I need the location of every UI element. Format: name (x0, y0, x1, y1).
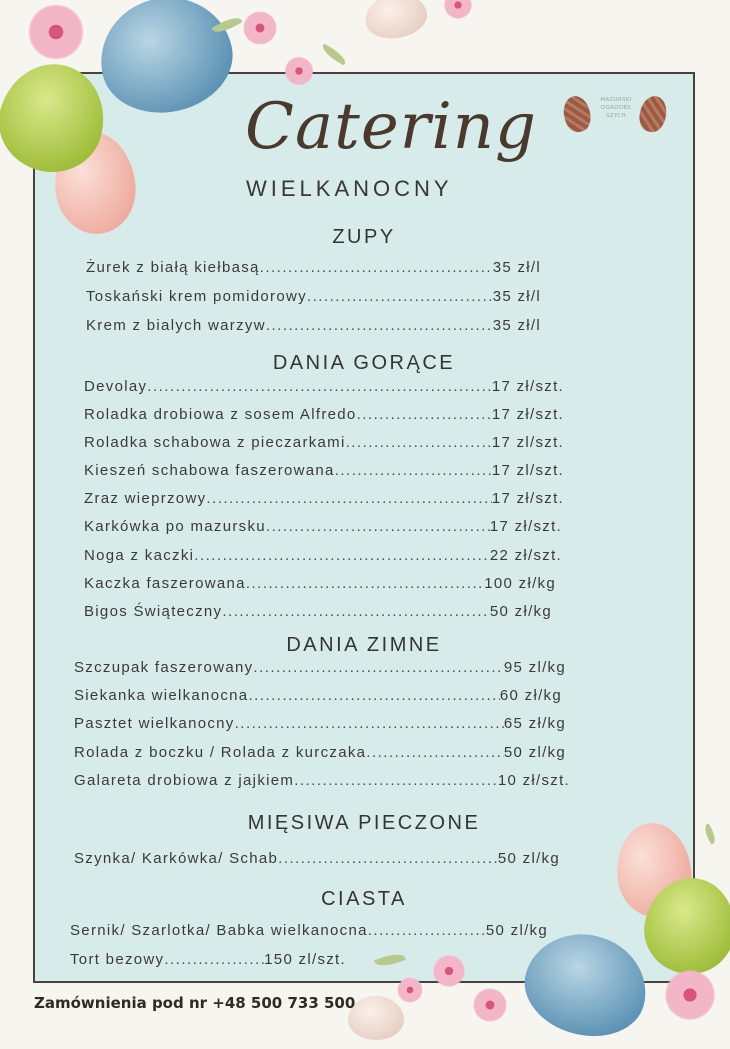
dot-leader (147, 378, 492, 395)
item-name: Galareta drobiowa z jajkiem (74, 772, 295, 789)
section-title-zupy: ZUPY (332, 226, 396, 248)
item-name: Rolada z boczku / Rolada z kurczaka (74, 744, 367, 761)
dot-leader (260, 259, 493, 276)
item-name: Kieszeń schabowa faszerowana (84, 462, 335, 479)
item-price: 35 zł/l (492, 259, 541, 276)
item-price: 17 zl/szt. (491, 462, 564, 479)
item-price: 50 zl/kg (497, 850, 560, 867)
section-title-ciasta: CIASTA (321, 888, 407, 910)
menu-item (84, 490, 564, 512)
wielkanocny-subtitle: WIELKANOCNY (246, 176, 453, 201)
blossom-decoration (440, 0, 476, 20)
dot-leader (266, 317, 493, 334)
item-name: Krem z bialych warzyw (86, 317, 266, 334)
menu-item (74, 659, 566, 681)
item-name: Szynka/ Karkówka/ Schab (74, 850, 279, 867)
dot-leader (164, 951, 264, 968)
dot-leader (368, 922, 486, 939)
item-price: 50 zł/kg (489, 603, 552, 620)
dot-leader (366, 744, 504, 761)
item-price: 60 zł/kg (499, 687, 562, 704)
speckled-egg-decoration (362, 0, 431, 43)
speckled-egg-decoration (348, 996, 404, 1040)
item-price: 22 zł/szt. (489, 547, 562, 564)
dot-leader (278, 850, 498, 867)
item-name: Siekanka wielkanocna (74, 687, 249, 704)
blossom-decoration (660, 965, 720, 1025)
item-price: 17 zł/szt. (491, 406, 564, 423)
menu-item (84, 518, 562, 540)
item-name: Devolay (84, 378, 148, 395)
item-price: 50 zl/kg (503, 744, 566, 761)
item-price: 17 zł/szt. (491, 378, 564, 395)
item-name: Roladka schabowa z pieczarkami (84, 434, 346, 451)
menu-item (84, 547, 562, 569)
item-name: Żurek z białą kiełbasą (86, 259, 260, 276)
menu-item (74, 687, 562, 709)
dot-leader (346, 434, 492, 451)
item-name: Toskański krem pomidorowy (86, 288, 307, 305)
leaf-decoration (702, 823, 719, 844)
brand-logo (560, 88, 672, 134)
menu-item (86, 288, 541, 310)
dot-leader (222, 603, 490, 620)
dot-leader (357, 406, 492, 423)
menu-item (70, 922, 548, 944)
item-name: Bigos Świąteczny (84, 603, 223, 620)
dot-leader (307, 288, 493, 305)
item-name: Kaczka faszerowana (84, 575, 246, 592)
item-name: Roladka drobiowa z sosem Alfredo (84, 406, 357, 423)
item-name: Szczupak faszerowany (74, 659, 254, 676)
pinecone-icon (561, 94, 594, 135)
item-name: Tort bezowy (70, 951, 165, 968)
item-price: 95 zl/kg (503, 659, 566, 676)
item-price: 100 zł/kg (484, 575, 556, 592)
item-price: 50 zl/kg (485, 922, 548, 939)
menu-item (84, 462, 564, 484)
menu-item (74, 744, 566, 766)
item-price: 17 zł/szt. (491, 490, 564, 507)
order-phone-footer: Zamównienia pod nr +48 500 733 500 (34, 994, 356, 1012)
dot-leader (246, 575, 484, 592)
section-title-miesiwa-pieczone: MIĘSIWA PIECZONE (247, 812, 481, 834)
item-name: Sernik/ Szarlotka/ Babka wielkanocna (70, 922, 368, 939)
item-name: Zraz wieprzowy (84, 490, 207, 507)
dot-leader (253, 659, 503, 676)
logo-text: MAZURSKI OGRODEK SZYCH (600, 97, 632, 119)
dot-leader (266, 518, 490, 535)
dot-leader (194, 547, 490, 564)
leaf-decoration (320, 44, 349, 66)
item-name: Noga z kaczki (84, 547, 195, 564)
menu-item (74, 772, 570, 794)
item-name: Karkówka po mazursku (84, 518, 266, 535)
menu-item (74, 715, 566, 737)
blossom-decoration (240, 8, 280, 48)
item-name: Pasztet wielkanocny (74, 715, 235, 732)
section-title-dania-zimne: DANIA ZIMNE (286, 634, 442, 656)
menu-item (84, 378, 564, 400)
item-price: 17 zł/szt. (489, 518, 562, 535)
menu-item (86, 317, 541, 339)
pinecone-icon (637, 94, 670, 135)
dot-leader (248, 687, 499, 704)
menu-item (84, 434, 564, 456)
menu-item (84, 603, 552, 625)
item-price: 150 zl/szt. (264, 951, 346, 968)
item-price: 65 zł/kg (503, 715, 566, 732)
menu-item (84, 575, 556, 597)
menu-item (70, 951, 346, 973)
blossom-decoration (22, 0, 90, 64)
blossom-decoration (395, 975, 425, 1005)
item-price: 35 zł/l (492, 288, 541, 305)
dot-leader (335, 462, 492, 479)
dot-leader (206, 490, 491, 507)
item-price: 17 zl/szt. (491, 434, 564, 451)
menu-item (84, 406, 564, 428)
item-price: 35 zł/l (492, 317, 541, 334)
dot-leader (294, 772, 498, 789)
catering-script-title: Catering (245, 90, 537, 164)
menu-item (74, 850, 560, 872)
blossom-decoration (430, 952, 468, 990)
blossom-decoration (470, 985, 510, 1025)
section-title-dania-gorace: DANIA GORĄCE (272, 352, 456, 374)
dot-leader (235, 715, 504, 732)
menu-item (86, 259, 541, 281)
item-price: 10 zł/szt. (497, 772, 570, 789)
